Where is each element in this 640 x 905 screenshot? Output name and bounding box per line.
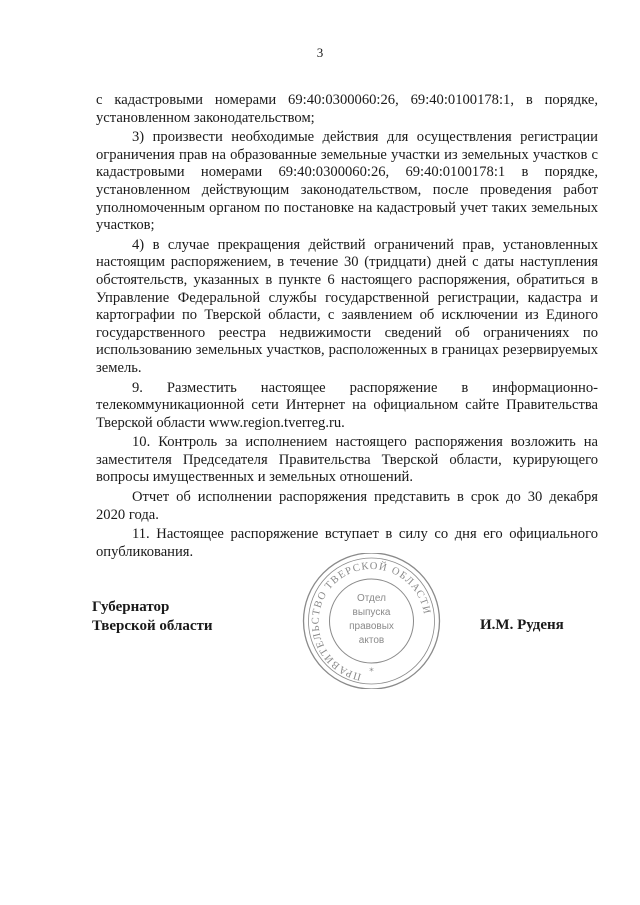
paragraph-point-9: 9. Разместить настоящее распоряжение в информационно-телекоммуникационной сети Интернет на официальном сайте Правительства Тверской области www.region.tverreg.ru. [96, 379, 598, 431]
seal-ring-textpath: ПРАВИТЕЛЬСТВО ТВЕРСКОЙ ОБЛАСТИ [310, 560, 433, 682]
paragraph-continuation: с кадастровыми номерами 69:40:0300060:26, 69:40:0100178:1, в порядке, установленном законодательством; [96, 92, 598, 126]
signer-name: И.М. Руденя [480, 617, 564, 633]
seal-center-line4: актов [358, 635, 385, 646]
paragraph-item-4: 4) в случае прекращения действий ограничений прав, установленных настоящим распоряжением, в течение 30 (тридцати) дней с даты наступления обстоятельств, указанных в пункте 6 настоящего распоряжения, обратиться в Управление Федеральной службы государственной регистрации, кадастра и картографии по Тверской области, с заявлением об исключении из Единого государственного реестра недвижимости сведений об ограничениях по использованию земельных участков, расположенных в границах резервируемых земель. [96, 236, 598, 376]
seal-graphic [299, 553, 444, 689]
signatory-title-line2: Тверской области [92, 618, 213, 634]
official-seal-stamp [299, 553, 444, 689]
paragraph-report: Отчет об исполнении распоряжения представить в срок до 30 декабря 2020 года. [96, 489, 598, 523]
seal-center-line3: правовых [349, 621, 394, 632]
paragraph-point-10: 10. Контроль за исполнением настоящего распоряжения возложить на заместителя Председателя Правительства Тверской области, курирующего вопросы имущественных и земельных отношений. [96, 434, 598, 486]
paragraph-point-11: 11. Настоящее распоряжение вступает в силу со дня его официального опубликования. [96, 526, 598, 560]
signatory-title [92, 598, 213, 636]
seal-center-line2: выпуска [352, 607, 391, 618]
document-body [96, 92, 598, 563]
seal-center-line1: Отдел [357, 593, 386, 604]
signatory-title-line1: Губернатор [92, 599, 170, 615]
seal-star-icon: * [369, 667, 374, 677]
paragraph-item-3: 3) произвести необходимые действия для осуществления регистрации ограничения прав на образованные земельные участки из земельных участков с кадастровыми номерами 69:40:0300060:26, 69:40:0100178:1 в порядке, установленном действующим законодательством, после проведения работ уполномоченным органом по постановке на кадастровый учет таких земельных участков; [96, 129, 598, 234]
page-number: 3 [316, 45, 324, 60]
